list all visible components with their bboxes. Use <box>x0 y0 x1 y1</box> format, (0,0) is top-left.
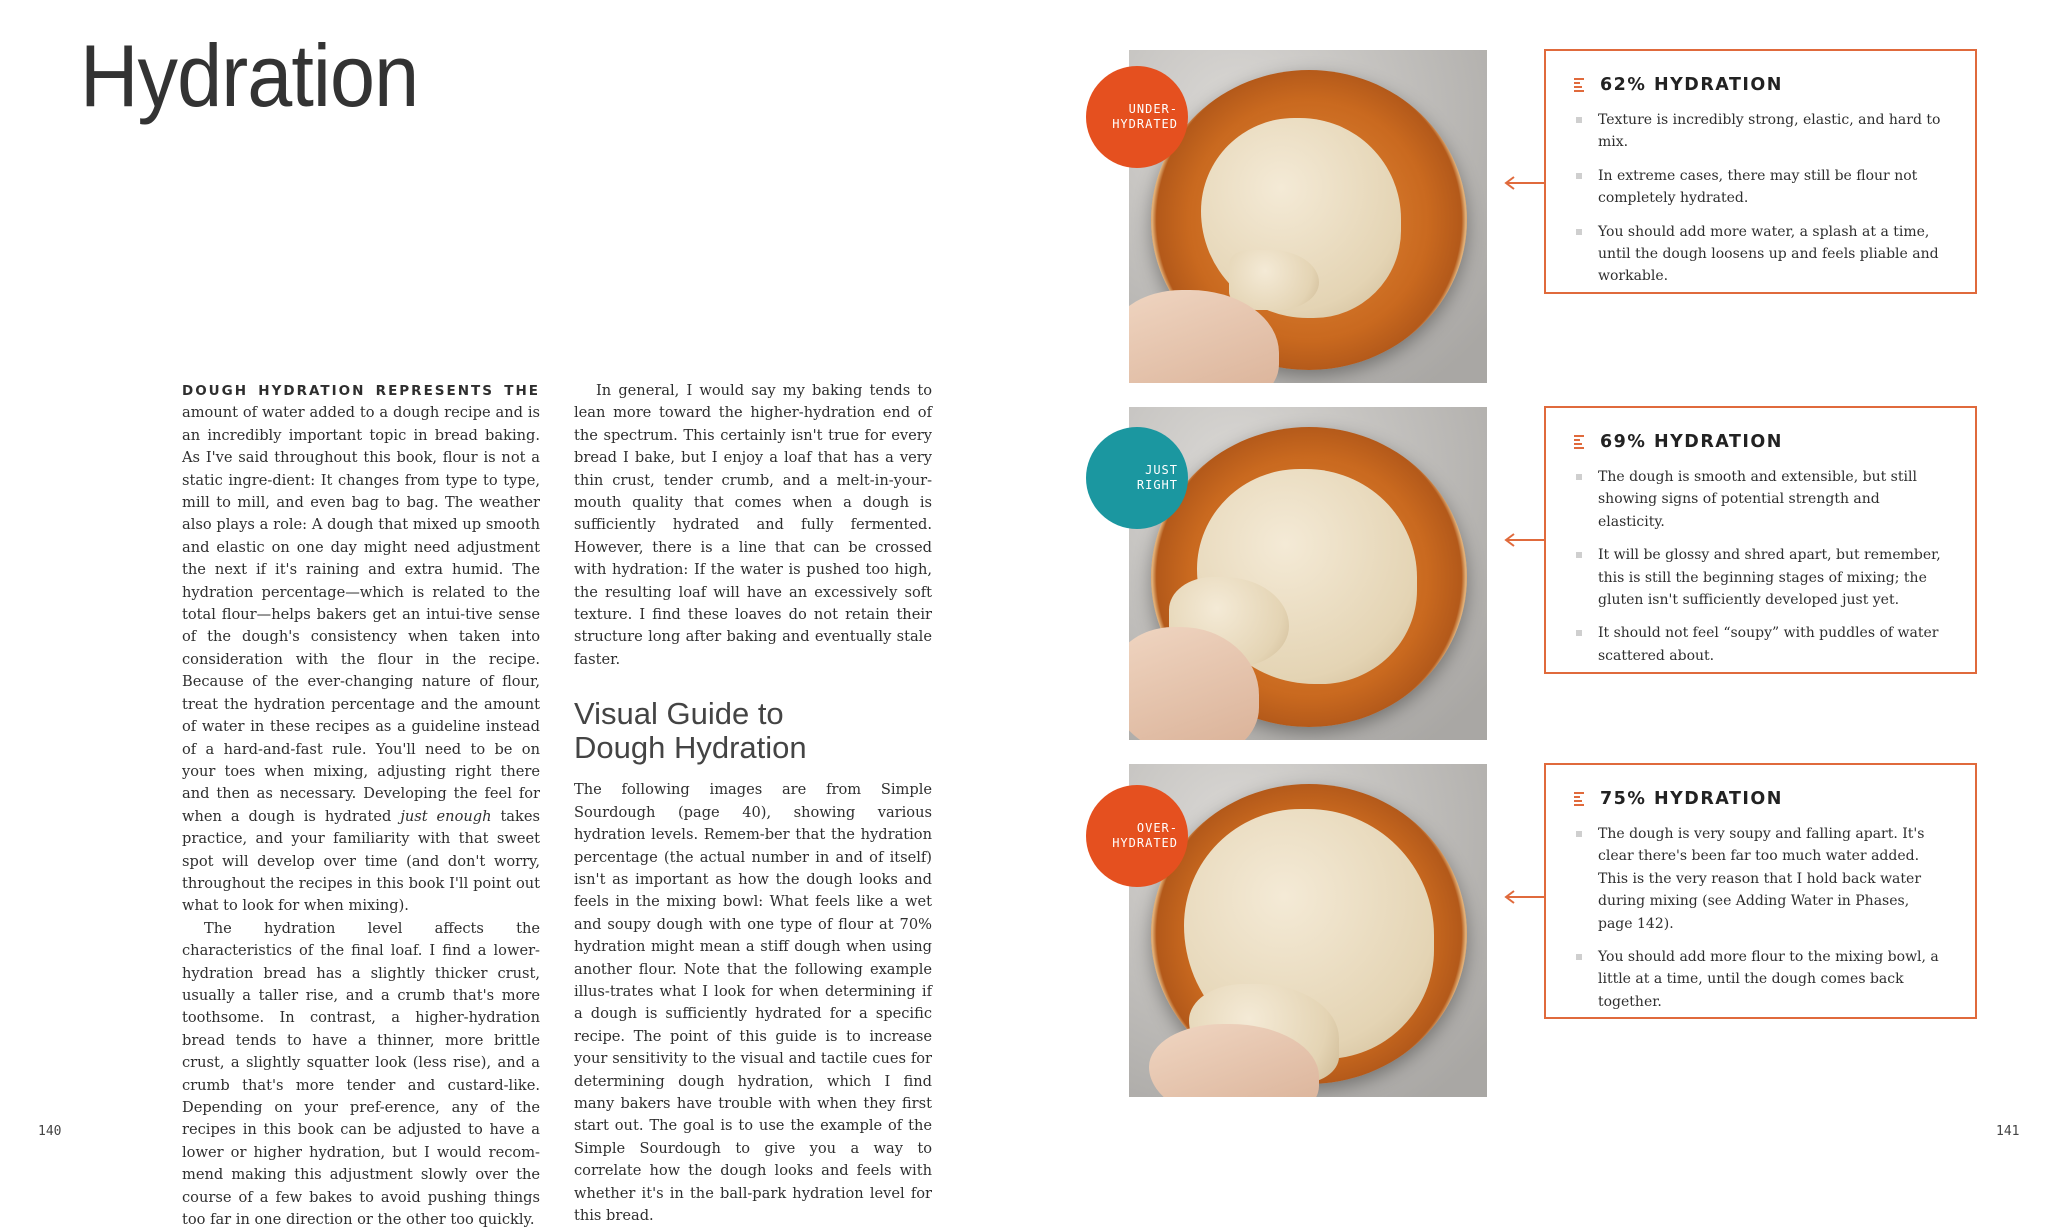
page-number-left: 140 <box>38 1124 62 1139</box>
page-number-right: 141 <box>1996 1124 2020 1139</box>
arrow-left-icon <box>1504 176 1544 190</box>
bullet-icon <box>1576 831 1582 837</box>
badge-overhydrated: OVER- HYDRATED <box>1086 785 1188 887</box>
page-title: Hydration <box>80 26 419 125</box>
panel-heading-text: 62% HYDRATION <box>1600 75 1783 95</box>
bullet-icon <box>1576 117 1582 123</box>
paragraph-text: takes practice, and your familiarity with that sweet spot will develop over time (and don't worry, throughout the recipes in this book I'll point out what to look for when mixing). <box>182 807 540 915</box>
bullet-list <box>1574 109 1945 288</box>
list-item: It should not feel “soupy” with puddles of water scattered about. <box>1574 622 1945 667</box>
list-item: You should add more water, a splash at a time, until the dough loosens up and feels pliable and workable. <box>1574 221 1945 288</box>
panel-heading <box>1574 75 1945 95</box>
paragraph-text: amount of water added to a dough recipe and is an incredibly important topic in bread baking. As I've said throughout this book, flour is not a static ingre-dient: It changes from type to type, mill to mill, and even bag to bag. The weather also plays a role: A dough that mixed up smooth and elastic on one day might need adjustment the next if it's raining and extra humid. The hydration percentage—which is related to the total flour—helps bakers get an intui-tive sense of the dough's consistency when taken into consideration with the flour in the recipe. Because of the ever-changing nature of flour, treat the hydration percentage and the amount of water in these recipes as a guideline instead of a hard-and-fast rule. You'll need to be on your toes when mixing, adjusting right there and then as necessary. Developing the feel for when a dough is hydrated <box>182 404 540 825</box>
panel-heading <box>1574 789 1945 809</box>
lead-in: DOUGH HYDRATION REPRESENTS THE <box>182 383 540 399</box>
list-item: In extreme cases, there may still be flour not completely hydrated. <box>1574 165 1945 210</box>
arrow-left-icon <box>1504 533 1544 547</box>
hydration-panel-69 <box>1544 406 1977 674</box>
bullet-icon <box>1576 229 1582 235</box>
hydration-panel-75 <box>1544 763 1977 1019</box>
panel-heading-text: 69% HYDRATION <box>1600 432 1783 452</box>
bullet-icon <box>1576 173 1582 179</box>
bullet-list <box>1574 823 1945 1013</box>
paragraph <box>182 380 540 918</box>
panel-heading <box>1574 432 1945 452</box>
list-item: The dough is very soupy and falling apart. It's clear there's been far too much water added. This is the very reason that I hold back water during mixing (see Adding Water in Phases, page 142). <box>1574 823 1945 935</box>
body-column-middle <box>574 380 932 1227</box>
bullet-icon <box>1576 474 1582 480</box>
hydration-panel-62 <box>1544 49 1977 294</box>
paragraph: The hydration level affects the characteristics of the final loaf. I find a lower-hydration bread has a slightly thicker crust, usually a taller rise, and a crumb that's more toothsome. In contrast, a higher-hydration bread tends to have a thinner, more brittle crust, a slightly squatter look (less rise), and a crumb that's more tender and custard-like. Depending on your pref-erence, any of the recipes in this book can be adjusted to have a lower or higher hydration, but I would recom-mend making this adjustment slowly over the course of a few bakes to avoid pushing things too far in one direction or the other too quickly. <box>182 919 540 1229</box>
subheading-line: Dough Hydration <box>574 730 807 766</box>
panel-heading-text: 75% HYDRATION <box>1600 789 1783 809</box>
list-icon <box>1574 76 1584 94</box>
emphasis-text: just enough <box>400 807 492 825</box>
badge-just-right: JUST RIGHT <box>1086 427 1188 529</box>
list-icon <box>1574 433 1584 451</box>
paragraph: The following images are from Simple Sourdough (page 40), showing various hydration levels. Remem-ber that the hydration percentage (the actual number in and of itself) isn't as important as how the dough looks and feels in the mixing bowl: What feels like a wet and soupy dough with one type of flour at 70% hydration might mean a stiff dough when using another flour. Note that the following example illus-trates what I look for when determining if a dough is sufficiently hydrated for a specific recipe. The point of this guide is to increase your sensitivity to the visual and tactile cues for determining dough hydration, which I find many bakers have trouble with when they first start out. The goal is to use the example of the Simple Sourdough to give you a way to correlate how the dough looks and feels with whether it's in the ball-park hydration level for this bread. <box>574 781 932 1224</box>
list-item: You should add more flour to the mixing bowl, a little at a time, until the dough comes back together. <box>1574 946 1945 1013</box>
paragraph: In general, I would say my baking tends to lean more toward the higher-hydration end of the spectrum. This certainly isn't true for every bread I bake, but I enjoy a loaf that has a very thin crust, tender crumb, and a melt-in-your-mouth quality that comes when a dough is sufficiently hydrated and fully fermented. However, there is a line that can be crossed with hydration: If the water is pushed too high, the resulting loaf will have an excessively soft texture. I find these loaves do not retain their structure long after baking and eventually stale faster. <box>574 382 932 668</box>
body-column-left <box>182 380 540 1231</box>
subheading-line: Visual Guide to <box>574 696 784 732</box>
list-item: The dough is smooth and extensible, but still showing signs of potential strength and elasticity. <box>1574 466 1945 533</box>
dough-stretch <box>1229 250 1319 310</box>
arrow-left-icon <box>1504 890 1544 904</box>
list-item: It will be glossy and shred apart, but remember, this is still the beginning stages of mixing; the gluten isn't sufficiently developed just yet. <box>1574 544 1945 611</box>
bullet-list <box>1574 466 1945 667</box>
bullet-icon <box>1576 552 1582 558</box>
bullet-icon <box>1576 630 1582 636</box>
section-subheading <box>574 697 932 765</box>
badge-underhydrated: UNDER- HYDRATED <box>1086 66 1188 168</box>
list-item: Texture is incredibly strong, elastic, and hard to mix. <box>1574 109 1945 154</box>
list-icon <box>1574 790 1584 808</box>
bullet-icon <box>1576 954 1582 960</box>
